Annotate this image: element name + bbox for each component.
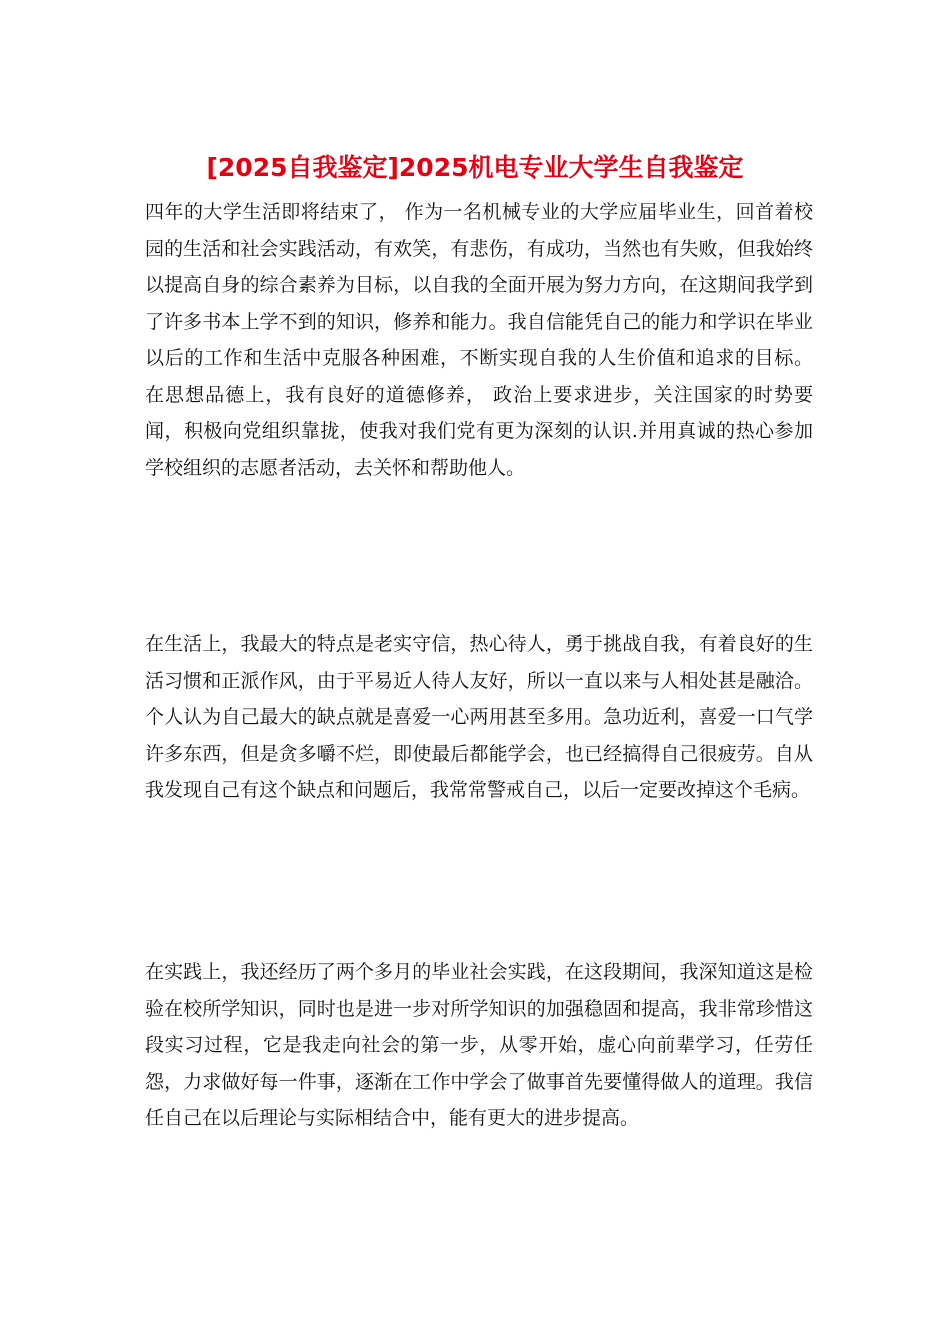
paragraph-life: 在生活上，我最大的特点是老实守信，热心待人，勇于挑战自我，有着良好的生活习惯和正派作风，由于平易近人待人友好，所以一直以来与人相处甚是融洽。个人认为自己最大的缺点就是喜爱一心两用甚至多用。急功近利，喜爱一口气学许多东西，但是贪多嚼不烂，即使最后都能学会，也已经搞得自己很疲劳。自从我发现自己有这个缺点和问题后，我常常警戒自己，以后一定要改掉这个毛病。: [145, 633, 813, 801]
paragraph-practice: 在实践上，我还经历了两个多月的毕业社会实践，在这段期间，我深知道这是检验在校所学知识，同时也是进一步对所学知识的加强稳固和提高，我非常珍惜这段实习过程，它是我走向社会的第一步，从零开始，虚心向前辈学习，任劳任怨，力求做好每一件事，逐渐在工作中学会了做事首先要懂得做人的道理。我信任自己在以后理论与实际相结合中，能有更大的进步提高。: [145, 961, 813, 1129]
paragraph-intro: 四年的大学生活即将结束了， 作为一名机械专业的大学应届毕业生，回首着校园的生活和社会实践活动，有欢笑，有悲伤，有成功，当然也有失败，但我始终以提高自身的综合素养为目标，以自我的全面开展为努力方向，在这期间我学到了许多书本上学不到的知识，修养和能力。我自信能凭自己的能力和学识在毕业以后的工作和生活中克服各种困难，不断实现自我的人生价值和追求的目标。 在思想品德上，我有良好的道德修养， 政治上要求进步，关注国家的时势要闻，积极向党组织靠拢，使我对我们党有更为深刻的认识.并用真诚的热心参加学校组织的志愿者活动，去关怀和帮助他人。: [145, 201, 813, 479]
document-title: [2025自我鉴定]2025机电专业大学生自我鉴定: [206, 153, 744, 182]
